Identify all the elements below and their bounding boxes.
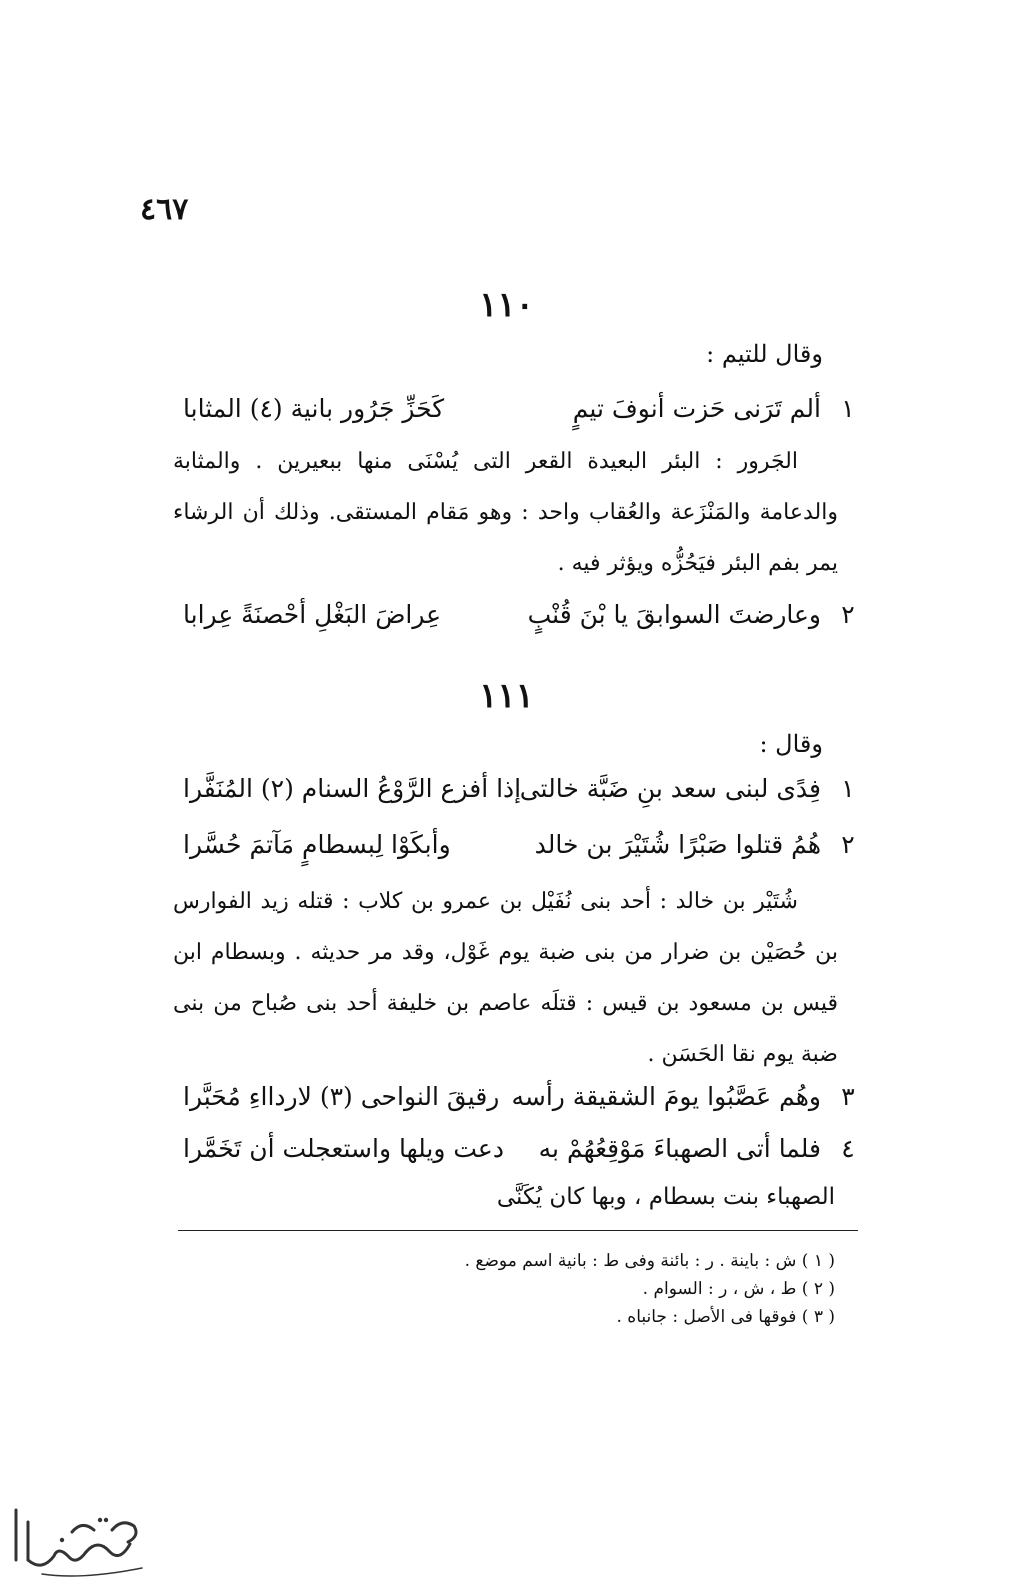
verse-first-hemistich: وهُم عَصَّبُوا يومَ الشقيقة رأسه <box>511 1082 821 1111</box>
footnote-3: ( ٣ ) فوقها فى الأصل : جانباه . <box>616 1307 835 1327</box>
verse-second-hemistich: عِراضَ البَغْلِ أحْصنَةً عِرابا <box>183 600 442 629</box>
verse-first-hemistich: هُمُ قتلوا صَبْرًا شُتَيْرَ بن خالد <box>534 830 821 859</box>
poem-110-intro: وقال للتيم : <box>706 340 823 368</box>
poem-110-commentary: الجَرور : البئر البعيدة القعر التى يُسْنَى منها ببعيرين . والمثابة والدعامة والمَنْزَعة والعُقاب واحد : وهو مَقام المستقى. وذلك أن الرشاء يمر بفم البئر فيَحُزُّه ويؤثر فيه . <box>173 449 838 576</box>
poem-111-verse-4 <box>183 1134 863 1178</box>
footnotes <box>465 1247 835 1331</box>
verse-second-hemistich: كَحَزِّ جَرُور بانية (٤) المثابا <box>183 394 445 423</box>
poem-111-commentary: شُتَيْر بن خالد : أحد بنى نُفَيْل بن عمرو بن كلاب : قتله زيد الفوارس بن حُصَيْن بن ضرار من بنى ضبة يوم غَوْل، وقد مر حديثه . وبسطام ابن قيس بن مسعود بن قيس : قتلَه عاصم بن خليفة أحد بنى صُباح من بنى ضبة يوم نقا الحَسَن . <box>173 889 838 1067</box>
poem-110-verse-1 <box>183 394 863 438</box>
poem-111-verse-2 <box>183 830 863 874</box>
watermark-logo <box>2 1490 152 1580</box>
poem-111-sub-note: الصهباء بنت بسطام ، وبها كان يُكَنَّى <box>496 1184 835 1210</box>
poem-110-verse-2 <box>183 600 863 644</box>
footnote-divider <box>178 1230 858 1231</box>
footnote-2: ( ٢ ) ط ، ش ، ر : السوام . <box>642 1279 835 1299</box>
verse-number: ٣ <box>841 1082 855 1111</box>
poem-number-110: ١١٠ <box>479 285 534 325</box>
verse-first-hemistich: فلما أتى الصهباءَ مَوْقِعُهُمْ به <box>538 1134 821 1163</box>
poem-111-intro: وقال : <box>759 730 823 758</box>
verse-second-hemistich: دعت ويلها واستعجلت أن تَخَمَّرا <box>183 1134 504 1163</box>
verse-first-hemistich: ألم تَرَنى حَزت أنوفَ تيمٍ <box>572 394 821 423</box>
verse-second-hemistich: وأبكَوْا لِبسطامٍ مَآتمَ حُسَّرا <box>183 830 451 859</box>
verse-second-hemistich: إذا أفزع الرَّوْعُ السنام (٢) المُنَفَّرا <box>183 774 522 803</box>
verse-number: ٢ <box>841 830 855 859</box>
verse-first-hemistich: وعارضتَ السوابقَ يا بْنَ قُنْبٍ <box>527 600 821 629</box>
verse-number: ٤ <box>841 1134 855 1163</box>
footnote-1: ( ١ ) ش : باينة . ر : بائنة وفى ط : بانية اسم موضع . <box>464 1251 835 1271</box>
verse-number: ٢ <box>841 600 855 629</box>
verse-number: ١ <box>841 774 855 803</box>
poem-111-verse-3 <box>183 1082 863 1126</box>
poem-number-111: ١١١ <box>479 676 534 716</box>
verse-second-hemistich: رقيقَ النواحى (٣) لاردااءِ مُحَبَّرا <box>183 1082 500 1111</box>
verse-number: ١ <box>841 394 855 423</box>
poem-111-verse-1 <box>183 774 863 818</box>
page-number: ٤٦٧ <box>140 192 189 227</box>
verse-first-hemistich: فِدًى لبنى سعد بنِ ضَبَّة خالتى <box>519 774 821 803</box>
